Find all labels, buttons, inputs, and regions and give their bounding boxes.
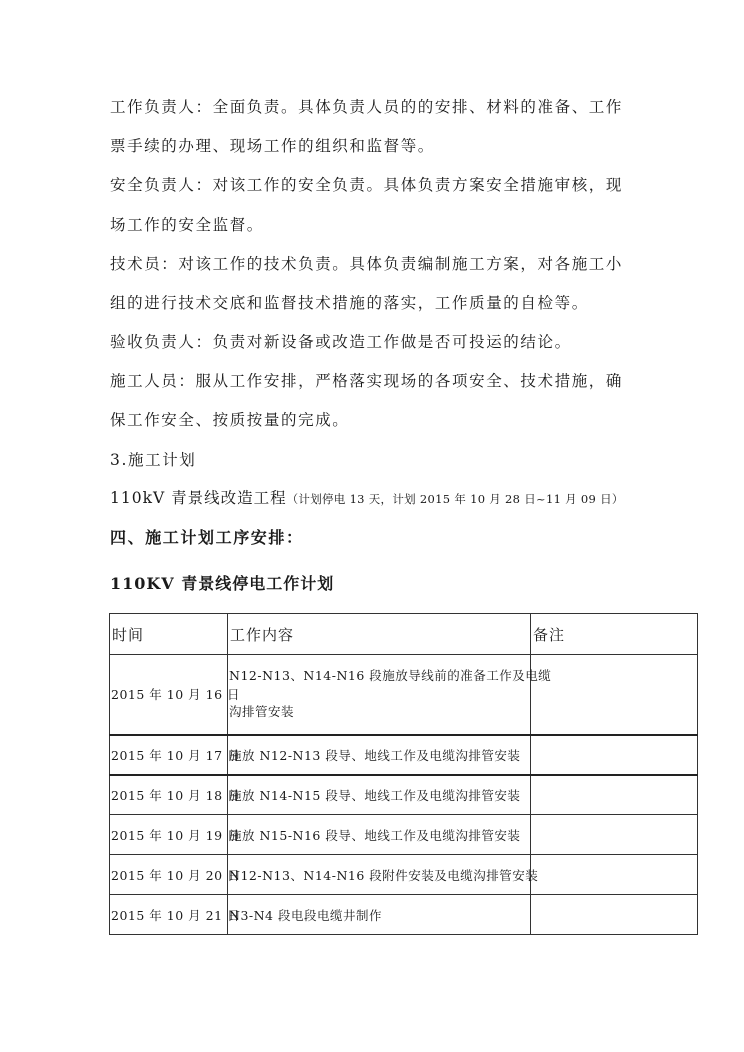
cell-remark	[531, 775, 698, 815]
table-row	[110, 775, 698, 815]
cell-content: N3-N4 段电段电缆井制作	[228, 895, 531, 935]
section-4-title: 四、施工计划工序安排：	[110, 528, 304, 547]
project-name: 110kV 青景线改造工程	[110, 489, 287, 507]
table-title: 110KV 青景线停电工作计划	[110, 574, 335, 593]
cell-remark	[531, 855, 698, 895]
cell-content-line: N12-N13、N14-N16 段施放导线前的准备工作及电缆	[229, 668, 552, 684]
table-row	[110, 815, 698, 855]
cell-content: 施放 N12-N13 段导、地线工作及电缆沟排管安装	[228, 735, 531, 775]
cell-content: 施放 N15-N16 段导、地线工作及电缆沟排管安装	[228, 815, 531, 855]
cell-date: 2015 年 10 月 21 日	[110, 895, 228, 935]
header-remark: 备注	[531, 614, 698, 655]
table-row	[110, 735, 698, 775]
paragraph-safety-leader-line2: 场工作的安全监督。	[110, 216, 264, 234]
cell-content	[228, 655, 552, 735]
project-line	[110, 488, 624, 509]
cell-date: 2015 年 10 月 18 日	[110, 775, 228, 815]
table-row	[110, 895, 698, 935]
cell-content: 施放 N14-N15 段导、地线工作及电缆沟排管安装	[228, 775, 531, 815]
paragraph-work-leader-line2: 票手续的办理、现场工作的组织和监督等。	[110, 137, 435, 155]
paragraph-acceptance-leader: 验收负责人：负责对新设备或改造工作做是否可投运的结论。	[110, 333, 572, 351]
paragraph-safety-leader-line1: 安全负责人：对该工作的安全负责。具体负责方案安全措施审核，现	[110, 176, 624, 194]
work-plan-table	[109, 613, 698, 935]
paragraph-technician-line2: 组的进行技术交底和监督技术措施的落实，工作质量的自检等。	[110, 294, 589, 312]
table-row	[110, 855, 698, 895]
cell-remark	[531, 815, 698, 855]
header-time: 时间	[110, 614, 228, 655]
cell-date: 2015 年 10 月 17 日	[110, 735, 228, 775]
cell-remark	[531, 655, 698, 735]
paragraph-construction-staff-line2: 保工作安全、按质按量的完成。	[110, 411, 350, 429]
project-note: （计划停电 13 天，计划 2015 年 10 月 28 日~11 月 09 日）	[286, 492, 624, 506]
table-header-row	[110, 614, 698, 655]
paragraph-work-leader-line1: 工作负责人：全面负责。具体负责人员的的安排、材料的准备、工作	[110, 98, 624, 116]
cell-content-line: 沟排管安装	[229, 704, 295, 720]
cell-remark	[531, 735, 698, 775]
section-3-title: 3.施工计划	[110, 451, 197, 469]
paragraph-technician-line1: 技术员：对该工作的技术负责。具体负责编制施工方案，对各施工小	[110, 255, 624, 273]
cell-date: 2015 年 10 月 20 日	[110, 855, 228, 895]
table-row	[110, 655, 698, 735]
cell-date: 2015 年 10 月 16 日	[110, 655, 228, 735]
cell-date: 2015 年 10 月 19 日	[110, 815, 228, 855]
header-content: 工作内容	[228, 614, 531, 655]
cell-content: N12-N13、N14-N16 段附件安装及电缆沟排管安装	[228, 855, 531, 895]
paragraph-construction-staff-line1: 施工人员：服从工作安排，严格落实现场的各项安全、技术措施，确	[110, 372, 624, 390]
cell-remark	[531, 895, 698, 935]
